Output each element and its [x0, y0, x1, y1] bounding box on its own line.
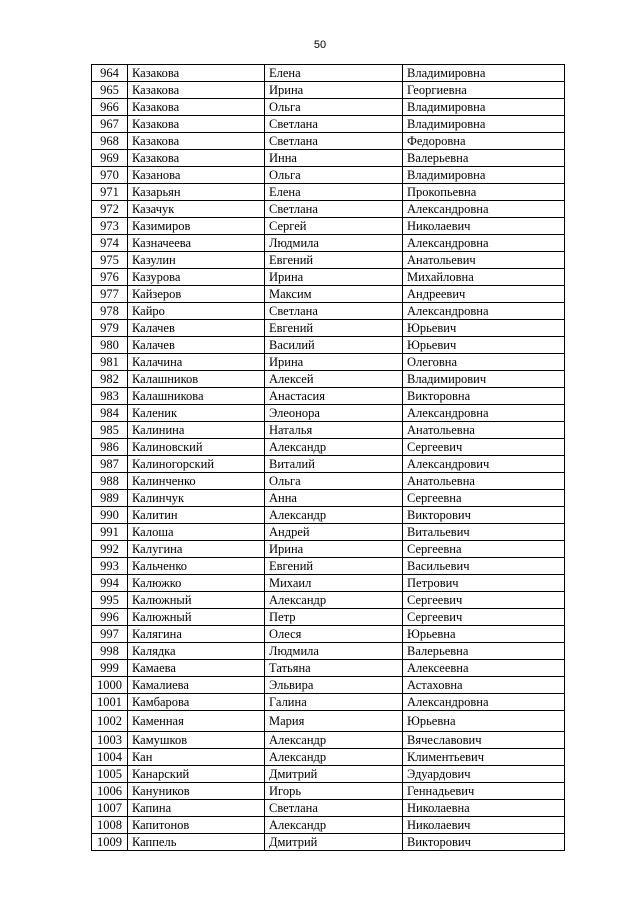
first-name-cell: Александр — [265, 732, 403, 749]
table-row — [92, 82, 565, 99]
first-name-cell: Александр — [265, 592, 403, 609]
surname-cell: Капина — [128, 800, 265, 817]
row-number-cell: 969 — [92, 150, 128, 167]
patronymic-cell: Юрьевна — [403, 711, 565, 732]
first-name-cell: Василий — [265, 337, 403, 354]
first-name-cell: Евгений — [265, 320, 403, 337]
first-name-cell: Мария — [265, 711, 403, 732]
table-row — [92, 677, 565, 694]
first-name-cell: Алексей — [265, 371, 403, 388]
table-row — [92, 643, 565, 660]
first-name-cell: Ирина — [265, 541, 403, 558]
row-number-cell: 991 — [92, 524, 128, 541]
surname-cell: Казакова — [128, 150, 265, 167]
first-name-cell: Ольга — [265, 99, 403, 116]
patronymic-cell: Сергеевич — [403, 439, 565, 456]
row-number-cell: 1002 — [92, 711, 128, 732]
surname-cell: Казакова — [128, 65, 265, 82]
surname-cell: Калинчук — [128, 490, 265, 507]
patronymic-cell: Юрьевич — [403, 337, 565, 354]
first-name-cell: Светлана — [265, 800, 403, 817]
table-row — [92, 524, 565, 541]
surname-cell: Калитин — [128, 507, 265, 524]
table-row — [92, 422, 565, 439]
page-number: 50 — [313, 39, 327, 51]
patronymic-cell: Викторович — [403, 507, 565, 524]
surname-cell: Казакова — [128, 82, 265, 99]
table-row — [92, 456, 565, 473]
table-row — [92, 766, 565, 783]
first-name-cell: Галина — [265, 694, 403, 711]
surname-cell: Камаева — [128, 660, 265, 677]
table-row — [92, 354, 565, 371]
patronymic-cell: Александровна — [403, 303, 565, 320]
first-name-cell: Элеонора — [265, 405, 403, 422]
patronymic-cell: Валерьевна — [403, 643, 565, 660]
row-number-cell: 999 — [92, 660, 128, 677]
first-name-cell: Олеся — [265, 626, 403, 643]
first-name-cell: Михаил — [265, 575, 403, 592]
names-table-container — [91, 64, 564, 851]
first-name-cell: Ирина — [265, 354, 403, 371]
first-name-cell: Анастасия — [265, 388, 403, 405]
first-name-cell: Александр — [265, 749, 403, 766]
first-name-cell: Ольга — [265, 473, 403, 490]
first-name-cell: Сергей — [265, 218, 403, 235]
row-number-cell: 996 — [92, 609, 128, 626]
patronymic-cell: Андреевич — [403, 286, 565, 303]
first-name-cell: Александр — [265, 507, 403, 524]
patronymic-cell: Сергеевич — [403, 592, 565, 609]
patronymic-cell: Сергеевна — [403, 541, 565, 558]
first-name-cell: Светлана — [265, 133, 403, 150]
surname-cell: Казакова — [128, 116, 265, 133]
patronymic-cell: Викторовна — [403, 388, 565, 405]
table-row — [92, 490, 565, 507]
patronymic-cell: Владимировна — [403, 65, 565, 82]
row-number-cell: 997 — [92, 626, 128, 643]
row-number-cell: 966 — [92, 99, 128, 116]
surname-cell: Калашникова — [128, 388, 265, 405]
row-number-cell: 978 — [92, 303, 128, 320]
surname-cell: Калачев — [128, 337, 265, 354]
surname-cell: Камалиева — [128, 677, 265, 694]
table-row — [92, 269, 565, 286]
table-row — [92, 133, 565, 150]
patronymic-cell: Владимирович — [403, 371, 565, 388]
names-table — [91, 64, 565, 851]
table-row — [92, 783, 565, 800]
first-name-cell: Светлана — [265, 303, 403, 320]
table-row — [92, 711, 565, 732]
table-row — [92, 99, 565, 116]
first-name-cell: Людмила — [265, 235, 403, 252]
patronymic-cell: Юрьевна — [403, 626, 565, 643]
surname-cell: Кайро — [128, 303, 265, 320]
table-row — [92, 286, 565, 303]
row-number-cell: 1005 — [92, 766, 128, 783]
table-row — [92, 439, 565, 456]
patronymic-cell: Анатольевич — [403, 252, 565, 269]
surname-cell: Кальченко — [128, 558, 265, 575]
surname-cell: Каппель — [128, 834, 265, 851]
surname-cell: Казимиров — [128, 218, 265, 235]
row-number-cell: 1006 — [92, 783, 128, 800]
row-number-cell: 970 — [92, 167, 128, 184]
surname-cell: Калачина — [128, 354, 265, 371]
surname-cell: Казакова — [128, 99, 265, 116]
first-name-cell: Игорь — [265, 783, 403, 800]
first-name-cell: Наталья — [265, 422, 403, 439]
row-number-cell: 964 — [92, 65, 128, 82]
table-row — [92, 167, 565, 184]
table-row — [92, 150, 565, 167]
row-number-cell: 973 — [92, 218, 128, 235]
patronymic-cell: Эдуардович — [403, 766, 565, 783]
table-row — [92, 371, 565, 388]
row-number-cell: 1009 — [92, 834, 128, 851]
row-number-cell: 987 — [92, 456, 128, 473]
surname-cell: Калачев — [128, 320, 265, 337]
row-number-cell: 971 — [92, 184, 128, 201]
first-name-cell: Анна — [265, 490, 403, 507]
table-row — [92, 749, 565, 766]
table-row — [92, 575, 565, 592]
first-name-cell: Андрей — [265, 524, 403, 541]
surname-cell: Калягина — [128, 626, 265, 643]
row-number-cell: 979 — [92, 320, 128, 337]
table-row — [92, 116, 565, 133]
patronymic-cell: Васильевич — [403, 558, 565, 575]
row-number-cell: 968 — [92, 133, 128, 150]
patronymic-cell: Сергеевич — [403, 609, 565, 626]
patronymic-cell: Прокопьевна — [403, 184, 565, 201]
row-number-cell: 993 — [92, 558, 128, 575]
table-row — [92, 834, 565, 851]
row-number-cell: 985 — [92, 422, 128, 439]
patronymic-cell: Юрьевич — [403, 320, 565, 337]
row-number-cell: 1004 — [92, 749, 128, 766]
row-number-cell: 994 — [92, 575, 128, 592]
table-row — [92, 800, 565, 817]
surname-cell: Казначеева — [128, 235, 265, 252]
row-number-cell: 983 — [92, 388, 128, 405]
patronymic-cell: Георгиевна — [403, 82, 565, 99]
surname-cell: Канарский — [128, 766, 265, 783]
first-name-cell: Елена — [265, 184, 403, 201]
table-row — [92, 541, 565, 558]
first-name-cell: Светлана — [265, 116, 403, 133]
surname-cell: Казурова — [128, 269, 265, 286]
first-name-cell: Дмитрий — [265, 834, 403, 851]
row-number-cell: 1008 — [92, 817, 128, 834]
table-row — [92, 817, 565, 834]
row-number-cell: 990 — [92, 507, 128, 524]
patronymic-cell: Геннадьевич — [403, 783, 565, 800]
first-name-cell: Евгений — [265, 252, 403, 269]
table-row — [92, 694, 565, 711]
surname-cell: Казакова — [128, 133, 265, 150]
table-row — [92, 388, 565, 405]
surname-cell: Казанова — [128, 167, 265, 184]
first-name-cell: Светлана — [265, 201, 403, 218]
row-number-cell: 986 — [92, 439, 128, 456]
surname-cell: Калиногорский — [128, 456, 265, 473]
first-name-cell: Ирина — [265, 82, 403, 99]
first-name-cell: Виталий — [265, 456, 403, 473]
surname-cell: Казарьян — [128, 184, 265, 201]
table-row — [92, 732, 565, 749]
patronymic-cell: Петрович — [403, 575, 565, 592]
surname-cell: Каленик — [128, 405, 265, 422]
patronymic-cell: Федоровна — [403, 133, 565, 150]
surname-cell: Калинченко — [128, 473, 265, 490]
patronymic-cell: Алексеевна — [403, 660, 565, 677]
table-row — [92, 184, 565, 201]
first-name-cell: Дмитрий — [265, 766, 403, 783]
row-number-cell: 1003 — [92, 732, 128, 749]
first-name-cell: Александр — [265, 817, 403, 834]
first-name-cell: Татьяна — [265, 660, 403, 677]
patronymic-cell: Александровна — [403, 694, 565, 711]
table-row — [92, 405, 565, 422]
first-name-cell: Ольга — [265, 167, 403, 184]
patronymic-cell: Михайловна — [403, 269, 565, 286]
patronymic-cell: Александровна — [403, 235, 565, 252]
patronymic-cell: Владимировна — [403, 167, 565, 184]
table-row — [92, 252, 565, 269]
patronymic-cell: Николаевна — [403, 800, 565, 817]
table-row — [92, 218, 565, 235]
surname-cell: Калиновский — [128, 439, 265, 456]
surname-cell: Кайзеров — [128, 286, 265, 303]
patronymic-cell: Викторович — [403, 834, 565, 851]
patronymic-cell: Вячеславович — [403, 732, 565, 749]
surname-cell: Капитонов — [128, 817, 265, 834]
table-row — [92, 303, 565, 320]
surname-cell: Калюжко — [128, 575, 265, 592]
table-row — [92, 320, 565, 337]
patronymic-cell: Витальевич — [403, 524, 565, 541]
row-number-cell: 982 — [92, 371, 128, 388]
surname-cell: Казулин — [128, 252, 265, 269]
surname-cell: Калядка — [128, 643, 265, 660]
row-number-cell: 992 — [92, 541, 128, 558]
first-name-cell: Ирина — [265, 269, 403, 286]
row-number-cell: 989 — [92, 490, 128, 507]
patronymic-cell: Анатольевна — [403, 422, 565, 439]
table-row — [92, 592, 565, 609]
table-row — [92, 65, 565, 82]
first-name-cell: Елена — [265, 65, 403, 82]
surname-cell: Калашников — [128, 371, 265, 388]
row-number-cell: 1000 — [92, 677, 128, 694]
surname-cell: Казачук — [128, 201, 265, 218]
patronymic-cell: Александровна — [403, 201, 565, 218]
row-number-cell: 984 — [92, 405, 128, 422]
table-row — [92, 660, 565, 677]
surname-cell: Калюжный — [128, 609, 265, 626]
table-row — [92, 235, 565, 252]
patronymic-cell: Сергеевна — [403, 490, 565, 507]
table-row — [92, 507, 565, 524]
table-row — [92, 609, 565, 626]
first-name-cell: Инна — [265, 150, 403, 167]
row-number-cell: 967 — [92, 116, 128, 133]
surname-cell: Калугина — [128, 541, 265, 558]
patronymic-cell: Александрович — [403, 456, 565, 473]
surname-cell: Кануников — [128, 783, 265, 800]
patronymic-cell: Астаховна — [403, 677, 565, 694]
row-number-cell: 998 — [92, 643, 128, 660]
first-name-cell: Людмила — [265, 643, 403, 660]
row-number-cell: 965 — [92, 82, 128, 99]
surname-cell: Калоша — [128, 524, 265, 541]
first-name-cell: Петр — [265, 609, 403, 626]
first-name-cell: Евгений — [265, 558, 403, 575]
table-body — [92, 65, 565, 851]
patronymic-cell: Анатольевна — [403, 473, 565, 490]
patronymic-cell: Климентьевич — [403, 749, 565, 766]
surname-cell: Каменная — [128, 711, 265, 732]
patronymic-cell: Владимировна — [403, 99, 565, 116]
patronymic-cell: Владимировна — [403, 116, 565, 133]
row-number-cell: 975 — [92, 252, 128, 269]
table-row — [92, 626, 565, 643]
patronymic-cell: Александровна — [403, 405, 565, 422]
patronymic-cell: Николаевич — [403, 218, 565, 235]
row-number-cell: 988 — [92, 473, 128, 490]
row-number-cell: 1007 — [92, 800, 128, 817]
row-number-cell: 981 — [92, 354, 128, 371]
row-number-cell: 995 — [92, 592, 128, 609]
surname-cell: Камушков — [128, 732, 265, 749]
row-number-cell: 977 — [92, 286, 128, 303]
patronymic-cell: Николаевич — [403, 817, 565, 834]
first-name-cell: Александр — [265, 439, 403, 456]
surname-cell: Камбарова — [128, 694, 265, 711]
first-name-cell: Максим — [265, 286, 403, 303]
table-row — [92, 558, 565, 575]
first-name-cell: Эльвира — [265, 677, 403, 694]
table-row — [92, 337, 565, 354]
surname-cell: Калинина — [128, 422, 265, 439]
row-number-cell: 980 — [92, 337, 128, 354]
table-row — [92, 473, 565, 490]
table-row — [92, 201, 565, 218]
row-number-cell: 974 — [92, 235, 128, 252]
patronymic-cell: Олеговна — [403, 354, 565, 371]
surname-cell: Калюжный — [128, 592, 265, 609]
surname-cell: Кан — [128, 749, 265, 766]
patronymic-cell: Валерьевна — [403, 150, 565, 167]
row-number-cell: 976 — [92, 269, 128, 286]
row-number-cell: 1001 — [92, 694, 128, 711]
row-number-cell: 972 — [92, 201, 128, 218]
